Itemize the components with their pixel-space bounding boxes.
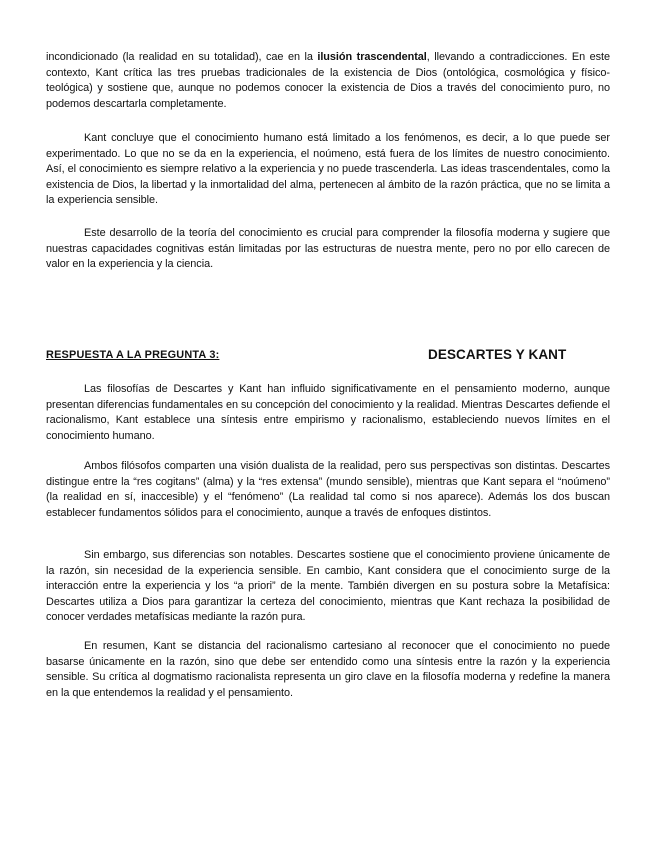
paragraph-conclusion: En resumen, Kant se distancia del racionalismo cartesiano al reconocer que el conocimiento no puede basarse únicamente en la razón, sino que debe ser entendido como una síntesis entre la razón y la experiencia sensible. Su crítica al dogmatismo racionalista representa un giro clave en la filosofía moderna y redefine la manera en la que entendemos la realidad y el pensamiento. [46, 640, 610, 699]
section-title: DESCARTES Y KANT [428, 347, 567, 362]
paragraph-differences: Sin embargo, sus diferencias son notables. Descartes sostiene que el conocimiento proviene únicamente de la razón, sin necesidad de la experiencia sensible. En cambio, Kant considera que el conocimiento surge de la interacción entre la experiencia y los “a priori” de la mente. También divergen en su postura sobre la Metafísica: Descartes utiliza a Dios para garantizar la certeza del conocimiento, mientras que Kant rechaza la posibilidad de conocer verdades metafísicas mediante la razón pura. [46, 549, 610, 624]
question-heading: RESPUESTA A LA PREGUNTA 3: [46, 349, 220, 361]
paragraph-theory-development: Este desarrollo de la teoría del conocimiento es crucial para comprender la filosofía moderna y sugiere que nuestras capacidades cognitivas están limitadas por las estructuras de nuestra mente, pero no por ello carecen de valor en la experiencia y la ciencia. [46, 227, 610, 271]
paragraph-ilusion-trascendental [46, 50, 610, 112]
paragraph-kant-conclusion: Kant concluye que el conocimiento humano está limitado a los fenómenos, es decir, a lo que puede ser experimentado. Lo que no se da en la experiencia, el noúmeno, está fuera de los límites de nuestro conocimiento. Así, el conocimiento es siempre relativo a la experiencia y no puede trascenderla. Las ideas trascendentales, como la existencia de Dios, la libertad y la inmortalidad del alma, pertenecen al ámbito de la razón práctica, que no se limita a la experiencia sensible. [46, 132, 610, 207]
paragraph-intro-descartes-kant: Las filosofías de Descartes y Kant han influido significativamente en el pensamiento moderno, aunque presentan diferencias fundamentales en su concepción del conocimiento y la realidad. Mientras Descartes defiende el racionalismo, Kant establece una síntesis entre empirismo y racionalismo, estableciendo nuevos límites en el conocimiento humano. [46, 383, 610, 442]
paragraph-text: incondicionado (la realidad en su totalidad), cae en la [46, 51, 318, 63]
paragraph-dualism: Ambos filósofos comparten una visión dualista de la realidad, pero sus perspectivas son distintas. Descartes distingue entre la “res cogitans” (alma) y la “res extensa” (mundo sensible), mientras que Kant separa el “noúmeno” (la realidad en sí, inaccesible) y el “fenómeno” (La realidad tal como si nos aparece). Además los dos buscan establecer fundamentos sólidos para el conocimiento, aunque a través de enfoques distintos. [46, 460, 610, 519]
bold-term: ilusión trascendental [317, 51, 427, 63]
paragraph-text: , llevando a contradicciones. En este contexto, Kant crítica las tres pruebas tradicionales de la existencia de Dios (ontológica, cosmológica y físico-teológica) y sostiene que, aunque no podemos conocer la existencia de Dios a través del conocimiento puro, no podemos descartarla completamente. [46, 51, 610, 110]
